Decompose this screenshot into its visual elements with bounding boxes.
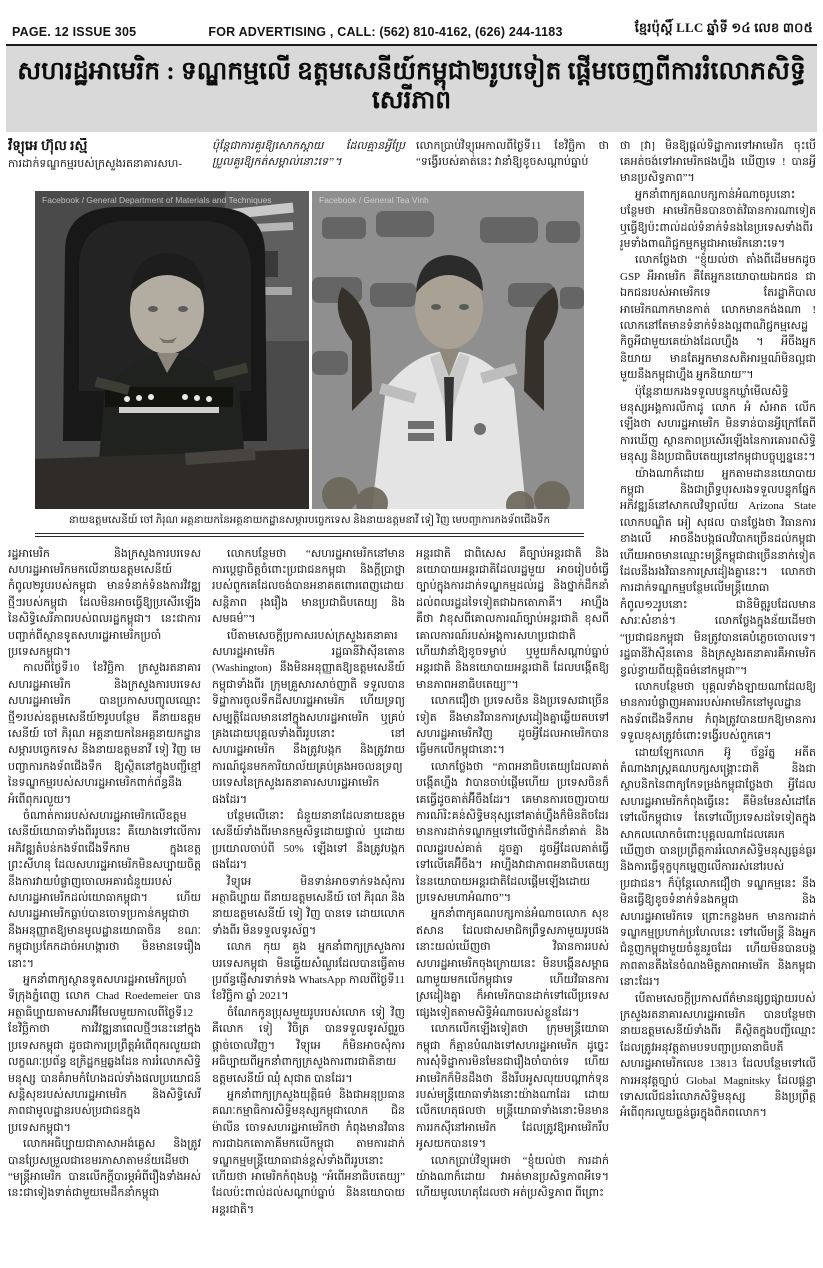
paragraph: បន្ថែមលើនោះ ជំនួយនានាដែលនាយឧត្តមសេនីយ៍ទាំងពីរមានកម្មសិទ្ធដោយផ្ទាល់ ឬដោយប្រយោលចាប់ពី 50% ឡើងទៅ នឹងត្រូវបង្កកផងដែរ។ [212,810,405,872]
right-photo-illustration [312,191,584,509]
headline-banner [6,44,817,132]
paragraph: លោកជឿថា ប្រទេសចិន និងប្រទេសជាច្រើនទៀត នឹងមានវិធានការស្រដៀងគ្នាឆ្លើយតបទៅសហរដ្ឋអាមេរិកវិញ ដូចអ្វីដែលអាមេរិកបានធ្វើមកលើកម្ពុជានោះ។ [416,695,609,757]
paragraph: វិទ្យុអេ មិនទាន់អាចទាក់ទងសុំការអត្ថាធិប្បាយ ពីនាយឧត្តមសេនីយ៍ ចៅ ភិរុណ និងនាយឧត្តមសេនីយ៍ ទៀ វិញ បានទេ ដោយលោកទាំងពីរ មិនទទួលទូរស័ព្ទ។ [212,875,405,937]
column-1 [8,546,201,1268]
paragraph: អ្នកនាំពាក្យក្រសួងយុត្តិធម៌ និងជាអនុប្រធានគណៈកម្មាធិការសិទ្ធិមនុស្សកម្ពុជាលោក ជិន ម៉ាលីន ចោទសហរដ្ឋអាមេរិកថា កំពុងមានវិធានការជាឯកតោភាគីមកលើកម្ពុជា តាមការដាក់ទណ្ឌកម្មមន្ត្រីយោធាជាន់ខ្ពស់ទាំងពីររូបនោះ ហើយថា អាមេរិកកំពុងបង្ក “អំពើអនាធិបតេយ្យ” ដែលប៉ះពាល់ដល់សណ្តាប់ធ្នាប់ និងនយោបាយអន្តរជាតិ។ [212,1088,405,1216]
left-zone [8,138,609,1268]
paragraph: ចំណែកកូនប្រុសមួយរូបរបស់លោក ទៀ វិញ គឺលោក ទៀ វិចិត្រ បានទទួលទូរស័ព្ទរួចផ្តាច់ចោលវិញ។ វិទ្យុអេ ក៏មិនអាចសុំការអធិប្បាយពីអ្នកនាំពាក្យក្រសួងការពារជាតិនាយឧត្តមសេនីយ៍ ឈុំ សុជាត បានដែរ។ [212,1006,405,1085]
photo-caption: នាយឧត្តមសេនីយ៍ ចៅ ភិរុណ អគ្គនាយកនៃអគ្គនាយកដ្ឋានសម្ភារបច្ចេកទេស និងនាយឧត្តមនាវី ទៀ វិញ មេបញ្ជាការកងទ័ពជើងទឹក [35,509,584,537]
paragraph: លោកបន្ថែមថា បុគ្គលទាំងឡាយណាដែលឱ្យមានការបំផ្លាញអគាររបស់អាមេរិកនៅមូលដ្ឋានកងទ័ពជើងទឹករាម កំពុងត្រូវបានយកឱ្យមានការទទួលខុសត្រូវចំពោះទង្វើរបស់ពួកគេ។ [620,680,816,743]
left-photo-watermark: Facebook / General Department of Materials and Techniques [42,194,272,205]
desk [35,449,309,509]
paragraph: បើតាមសេចក្តីប្រកាសរបស់ក្រសួងរតនាគារសហរដ្ឋអាមេរិក រដ្ឋធានីវ៉ាស៊ីនតោន (Washington) នឹងមិនអនុញ្ញាតឱ្យឧត្តមសេនីយ៍កម្ពុជាទាំងពីរ ក្រុមគ្រួសារសាច់ញាតិ ទទួលបានទិដ្ឋាការចូលទឹកដីសហរដ្ឋអាមេរិក ហើយទ្រព្យសម្បត្តិដែលមាននៅក្នុងសហរដ្ឋអាមេរិក ឬគ្រប់គ្រងដោយបុគ្គលទាំងពីររូបនោះ នៅសហរដ្ឋអាមេរិក នឹងត្រូវបង្កក និងត្រូវរាយការណ៍ជូនមកការិយាល័យគ្រប់គ្រងអចលនទ្រព្យបរទេសនៃក្រសួងរតនាគារសហរដ្ឋអាមេរិកផងដែរ។ [212,629,405,806]
intro-col3: លោកប្រាប់វិទ្យុអេកាលពីថ្ងៃទី11 ខែវិច្ឆិកា ថា “ទង្វើរបស់គាត់នេះ វានាំឱ្យខូចសណ្តាប់ធ្នាប់ [416,139,609,168]
left-photo-illustration [35,191,309,509]
byline-block [8,138,201,188]
byline-lead-line: ការដាក់ទណ្ឌកម្មរបស់ក្រសួងរតនាគារសហ- [8,157,182,170]
column-4 [620,138,816,1268]
body-columns [8,546,609,1268]
right-photo-watermark: Facebook / General Tea Vinh [319,194,429,205]
paragraph: លោកប្រាប់វិទ្យុអេថា “ខ្ញុំយល់ថា ការដាក់យ៉ាងណាក៏ដោយ វាអត់មានប្រសិទ្ធភាពអីទេ។ ហើយមូលហេតុដែលថា អត់ប្រសិទ្ធភាព ពីព្រោះ [416,1154,609,1200]
paragraph: អ្នកនាំពាក្យស្ថានទូតសហរដ្ឋអាមេរិកប្រចាំទីក្រុងភ្នំពេញ លោក Chad Roedemeier បានអត្ថាធិប្បាយតាមសារអ៊ីមែលមួយកាលពីថ្ងៃទី12 ខែវិច្ឆិកាថា ការវិវឌ្ឍនាពេលថ្មីៗនេះនៅក្នុងប្រទេសកម្ពុជា ដូចជាការប្រព្រឹត្តអំពើពុករលួយជាលក្ខណៈប្រព័ន្ធ ឧក្រិដ្ឋកម្មឆ្លងដែន ការរំលោភសិទ្ធិមនុស្ស បានគំរាមកំហែងដល់ទាំងផលប្រយោជន៍សន្តិសុខរបស់សហរដ្ឋអាមេរិក និងសិទ្ធិសេរីភាពជាមូលដ្ឋានរបស់ប្រជាជនក្នុងប្រទេសកម្ពុជា។ [8,974,201,1134]
paragraph: អ្នកនាំពាក្យគណបក្សកាន់អំណាចលោក សុខ ឥសាន ដែលជាសមាជិកព្រឹទ្ធសភាមួយរូបផងនោះយល់ឃើញថា វិធានការរបស់សហរដ្ឋអាមេរិកចុងក្រោយនេះ មិនបង្កើនសម្ពាធណាមួយមកលើកម្ពុជាទេ ហើយវិធានការស្រដៀងគ្នា ក៏អាមេរិកបានដាក់ទៅលើប្រទេសផ្សេងទៀតតាមសិទ្ធិអំណាចរបស់ខ្លួនដែរ។ [416,908,609,1019]
column-3 [416,546,609,1268]
photos-row [35,191,584,509]
paragraph: បើតាមសេចក្តីប្រកាសព័ត៌មានផ្សព្វផ្សាយរបស់ក្រសួងរតនាគារសហរដ្ឋអាមេរិក បានបន្ថែមថា នាយឧត្តមសេនីយ៍ទាំងពីរ គឺស្ថិតក្នុងបញ្ជីឈ្មោះដែលត្រូវអនុវត្តតាមបទបញ្ជាប្រធានាធិបតីសហរដ្ឋអាមេរិកលេខ 13813 ដែលបន្ថែមទៅលើការអនុវត្តច្បាប់ Global Magnitsky ដែលផ្តន្ទាទោសលើជនរំលោភសិទ្ធិមនុស្ស និងប្រព្រឹត្តអំពើពុករលួយធ្ងន់ធ្ងរក្នុងពិភពលោក។ [620,992,816,1120]
paragraph: ចំណាត់ការរបស់សហរដ្ឋអាមេរិកលើឧត្តមសេនីយ៍យោធាទាំងពីររូបនេះ គឺយោងទៅលើការអភិវឌ្ឍតំបន់កងទ័ពជើងទឹករាម ក្នុងខេត្តព្រះសីហនុ ដែលសហរដ្ឋអាមេរិកមិនសប្បាយចិត្តនឹងការវាយបំផ្លាញចោលអគារជំនួយរបស់សហរដ្ឋអាមេរិកដល់យោធាកម្ពុជា។ ហើយសហរដ្ឋអាមេរិកធ្លាប់បានចោទប្រកាន់កម្ពុជាថា នឹងអនុញ្ញាតឱ្យមានមូលដ្ឋានយោធាចិន ខណៈកម្ពុជាប្រកែកដាច់អហង្ការថា មិនមានទេរឿងនោះ។ [8,810,201,970]
paragraph: អន្តរជាតិ ជាពិសេស គឺច្បាប់អន្តរជាតិ និងនយោបាយអន្តរជាតិដែលរដ្ឋមួយ អាចរៀបចំធ្វើច្បាប់ក្នុងការដាក់ទណ្ឌកម្មដល់រដ្ឋ និងថ្នាក់ដឹកនាំ ដល់ពលរដ្ឋដទៃទៀតជាឯកតោភាគី។ អាហ្នឹងគឺថា វាខុសពីគោលការណ៍ច្បាប់អន្តរជាតិ ខុសពីគោលការណ៍របស់អង្គការសហប្រជាជាតិ ហើយវានាំឱ្យខូចទម្លាប់ ឬមួយក៏សណ្តាប់ធ្នាប់អន្តរជាតិ និងនយោបាយអន្តរជាតិ ដែលបង្កើតឱ្យមានភាពអនាធិបតេយ្យ”។ [416,547,609,691]
intro-col2: ប៉ុន្តែជាការគួរឱ្យសោកស្តាយ ដែលគ្មានអ្វីប្រែប្រួលគួរឱ្យកត់សម្គាល់នោះទេ”។ [212,139,405,168]
paragraph: កាលពីថ្ងៃទី10 ខែវិច្ឆិកា ក្រសួងរតនាគារសហរដ្ឋអាមេរិក និងក្រសួងការបរទេសសហរដ្ឋអាមេរិក បានប្រកាសបញ្ចូលឈ្មោះថ្មី១របស់ឧត្តមសេនីយ៍២រូបបន្ថែម គឺនាយឧត្តមសេនីយ៍ ចៅ ភិរុណ អគ្គនាយកនៃអគ្គនាយកដ្ឋានសម្ភារបច្ចេកទេស និងនាយឧត្តមនាវី ទៀ វិញ មេបញ្ជាការកងទ័ពជើងទឹក ឱ្យស្ថិតនៅក្នុងបញ្ជីខ្មៅនៃទណ្ឌកម្មរបស់សហរដ្ឋអាមេរិកពាក់ព័ន្ធនឹងអំពើពុករលួយ។ [8,662,201,806]
paragraph: ថា [វា] មិនឱ្យផ្តល់ទិដ្ឋាការទៅអាមេរិក ចុះបើគេអត់ចង់ទៅអាមេរិកផងហ្នឹង ឃើញទេ ! បានអ្វីមានប្រសិទ្ធភាព”។ [620,139,816,185]
paragraph: លោកថ្លែងថា “ខ្ញុំយល់ថា តាំងពីដើមមកដូច GSP អីអាមេរិក គឺតែអ្នកនយោបាយឯកជន ជាឯកជនរបស់អាមេរិកទេ តែរដ្ឋាភិបាលអាមេរិកណាកមានកាត់ លោកមានកង់ងណា ! លោកនៅតែមានទំនាក់ទំនងល្អពាណិជ្ជកម្មសេដ្ឋកិច្ចអីជាមួយគេយ៉ាងដែលហ្នឹង ។ អីចឹងអ្នកនិយាយ មានតែអ្នកមានសតិអារម្មណ៍មិនល្អជាមួយនឹងកម្ពុជាហ្នឹង អ្នកនិយាយ”។ [620,254,816,382]
byline-author: វិទ្យុអេ ហ៊ុល រស្មី [8,137,88,153]
paragraph: អ្នកនាំពាក្យគណបក្សកាន់អំណាចរូបនោះបន្ថែមថា អាមេរិកមិនបានចាត់វិធានការណាទៀត ឬធ្វើឱ្យប៉ះពាល់ដល់ទំនាក់ទំនងនៃប្រទេសទាំងពីររួមទាំងពាណិជ្ជកម្មកម្ពុជាអាមេរិកនោះទេ។ [620,188,816,250]
page-header [0,0,823,44]
paragraph: លោកលើកឡើងទៀតថា ក្រុមមន្ត្រីយោធាកម្ពុជា ក៏គ្មានបំណងទៅសហរដ្ឋអាមេរិក ដូច្នេះការសុំទិដ្ឋាការមិនមែនជារឿងចាំបាច់ទេ ហើយអាមេរិកក៏មិនដឹងថា នឹងរឹបអូសលុយបណ្តាក់ទុនរបស់មន្ត្រីយោធាទាំងនោះយ៉ាងណាដែរ ដោយលើកហេតុផលថា មន្ត្រីយោធាទាំងនោះមិនមានការរកស៊ីនៅអាមេរិក ដែលត្រូវឱ្យអាមេរិករឹបអូសយកបានទេ។ [416,1023,609,1151]
paragraph: លោកអធិប្បាយជាភាសាអង់គ្លេស និងត្រូវបានប្រែសម្រួលជាខេមរភាសាតាមន័យដើមថា “មន្ត្រីអាមេរិក បានលើកក្តីបារម្ភអំពីរឿងទាំងអស់នេះជាទៀងទាត់ជាមួយមេដឹកនាំកម្ពុជា [8,1138,201,1200]
article-content [0,132,823,1268]
paragraph: យ៉ាងណាក៏ដោយ អ្នកតាមដាននយោបាយកម្ពុជា និងជាព្រឹទ្ធបុរសរងទទួលបន្ទុកផ្នែកអភិវឌ្ឍន៍នៅសាកលវិទ្យាល័យ Arizona State លោកបណ្ឌិត អៀ សុផល បានថ្លែងថា វិធានការខាងលើ អាចនឹងបង្កផលវិបាកច្រើនដល់កម្ពុជា ហើយអាចមានឈ្មោះមន្ត្រីកម្ពុជាជាច្រើននាក់ទៀត ដែលនឹងរងវិធានការស្រដៀងគ្នានេះ។ លោកថាការដាក់ទណ្ឌកម្មបន្ថែមលើមន្ត្រីយោធាកំពូល១2រូបនោះ ជានិមិត្តរូបដែលមានសារៈសំខាន់។ លោកថ្លែងក្នុងន័យដើមថា “ប្រជាជនកម្ពុជា មិនត្រូវបានគេបំភ្លេចចោលទេ។ រដ្ឋធានីវ៉ាស៊ីនតោន និងក្រសួងរតនាគារគឺអាមេរិក ខ្វល់ខ្វាយពីយុត្តិធម៌នៅកម្ពុជា”។ [620,467,816,677]
paragraph: លោក កុយ គួង អ្នកនាំពាក្យក្រសួងការបរទេសកម្ពុជា មិនឆ្លើយសំណួរដែលបានធ្វើតាមប្រព័ន្ធផ្ញើសារទាក់ទង WhatsApp កាលពីថ្ងៃទី11 ខែវិច្ឆិកា ឆ្នាំ 2021។ [212,941,405,1003]
headline: សហរដ្ឋអាមេរិក : ទណ្ឌកម្មលើ ឧត្តមសេនីយ៍កម្ពុជា២រូបទៀត ផ្តើមចេញពីការរំលោភសិទ្ធិសេរីភាព [17,58,806,114]
column-2 [212,546,405,1268]
masthead-khmer: ខ្មែរប៉ុស្តិ៍ LLC ឆ្នាំទី ១៤ លេខ ៣០៥ [634,20,813,35]
paragraph: ដោយឡែកលោក អ៊ូ ច័ន្ទរ័ត្ន អតីតតំណាងរាស្ត្រគណបក្សសង្គ្រោះជាតិ និងជាស្ថាបនិកនៃពាក្យកែទម្រង់កម្ពុជាថ្លែងថា អ្វីដែលសហរដ្ឋអាមេរិកកំពុងធ្វើនេះ គឺមិនមែនសំដៅតែទៅលើកម្ពុជាទេ តែទៅលើប្រទេសដទៃទៀតក្នុងសាកលលោកចំពោះបុគ្គលណាដែលគេរកឃើញថា បានប្រព្រឹត្តការរំលោភសិទ្ធិមនុស្សធ្ងន់ធ្ងរ និងការធ្វើទុក្ខបុកម្នេញលើការរស់នៅរបស់ប្រជាជន។ ក៏ប៉ុន្តែលោកជឿថា ទណ្ឌកម្មនេះ នឹងមិនធ្វើឱ្យខូចទំនាក់ទំនងកម្ពុជា និងសហរដ្ឋអាមេរិកទេ ព្រោះកន្លងមក មានការដាក់ទណ្ឌកម្មប្រហាក់ប្រហែលនេះ ទៅលើមន្ត្រី និងអ្នកជំនួញកម្ពុជាមួយចំនួនរួចដែរ ហើយមិនបានបង្កភាពតានតឹងនៃចំណងមិត្តភាពអាមេរិក និងកម្ពុជានោះដែរ។ [620,746,816,989]
paragraph: រដ្ឋអាមេរិក និងក្រសួងការបរទេសសហរដ្ឋអាមេរិកមកលើនាយឧត្តមសេនីយ៍កំពូល២រូបរបស់កម្ពុជា មានទំនាក់ទំនងការវិវឌ្ឍថ្មីៗរបស់កម្ពុជា ដែលមិនអាចធ្វើឱ្យប្រសើរឡើងនៃសិទ្ធិសេរីភាពរបស់ពលរដ្ឋកម្ពុជា។ នេះជាការបញ្ជាក់ពីស្ថានទូតសហរដ្ឋអាមេរិកប្រចាំប្រទេសកម្ពុជា។ [8,547,201,658]
advertising-line: FOR ADVERTISING , CALL: (562) 810-4162, (626) 244-1183 [208,25,563,39]
paragraph: ប៉ុន្តែនាយករងទទួលបន្ទុកឃ្លាំមើលសិទ្ធិមនុស្សអង្គការលីកាដូ លោក អំ សំអាត លើកឡើងថា សហរដ្ឋអាមេរិក មិនទាន់បានអ្វីក្រៅតែពីការឃើញ ស្ថានភាពប្រសើរឡើងនៃការគោរពសិទ្ធិមនុស្ស និងប្រជាធិបតេយ្យនៅកម្ពុជាបច្ចុប្បន្ននេះ។ [620,385,816,464]
paragraph: លោកថ្លែងថា “ភាពអនាធិបតេយ្យដែលគាត់បង្កើតហ្នឹង វាបានចាប់ផ្តើមហើយ ប្រទេសចិនក៏គេធ្វើដូចគាត់អ៊ីចឹងដែរ។ គេមានការចេញរបាយការណ៍រិះគន់សិទ្ធិមនុស្សនៅគាត់ហ្នឹងក៏មិនតិចដែរ មានការដាក់ទណ្ឌកម្មទៅលើថ្នាក់ដឹកនាំគាត់ និងពលរដ្ឋរបស់គាត់ ដូចគ្នា ដូចអ្វីដែលគាត់ធ្វើទៅលើគេអ៊ីចឹង។ អាហ្នឹងវាជាភាពអនាធិបតេយ្យនៃនយោបាយអន្តរជាតិដែលផ្តើមឡើងដោយប្រទេសមហាអំណាច”។ [416,760,609,905]
intro-row [8,138,609,188]
paragraph: លោកបន្ថែមថា “សហរដ្ឋអាមេរិកនៅមានការប្តេជ្ញាចិត្តចំពោះប្រជាជនកម្ពុជា និងក្តីប្រាថ្នារបស់ពួកគេដែលចង់បានអនាគតពោរពេញដោយសន្តិភាព រុងរឿង មានប្រជាធិបតេយ្យ និងសមធម៌”។ [212,547,405,626]
page-issue-label: PAGE. 12 ISSUE 305 [12,25,137,39]
right-photo [312,191,584,509]
left-photo [35,191,309,509]
